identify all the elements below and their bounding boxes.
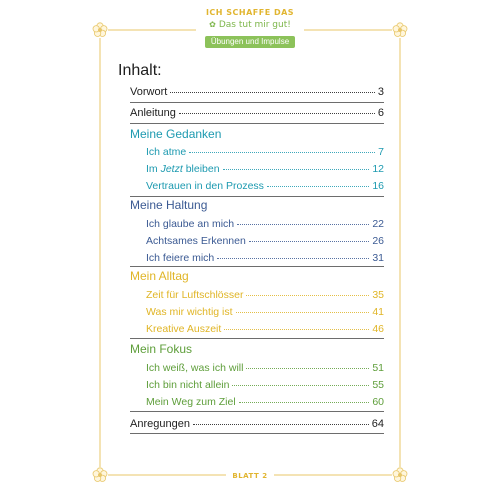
toc-entry-page: 60: [372, 396, 384, 408]
page-label: BLATT 2: [232, 472, 268, 480]
toc-entry-page: 7: [378, 146, 384, 158]
toc-entry-label: Im Jetzt bleiben: [146, 163, 220, 175]
toc-entry-page: 12: [372, 163, 384, 175]
toc-entry[interactable]: [146, 288, 384, 302]
toc-entry[interactable]: [146, 251, 384, 265]
toc-entry-label: Mein Weg zum Ziel: [146, 396, 236, 408]
toc-entry[interactable]: [146, 305, 384, 319]
toc-entry-page: 3: [377, 86, 384, 98]
toc-entry-label: Vorwort: [130, 86, 168, 98]
dot-leader: [239, 402, 370, 403]
dot-leader: [249, 241, 370, 242]
dot-leader: [170, 92, 375, 93]
toc-entry-label: Kreative Auszeit: [146, 323, 222, 335]
divider: [130, 338, 384, 339]
toc-entry[interactable]: [146, 234, 384, 248]
divider: [130, 411, 384, 412]
toc-entry-label: Was mir wichtig ist: [146, 306, 233, 318]
toc-section-title: Mein Fokus: [130, 342, 193, 356]
toc-entry-vorwort[interactable]: [130, 85, 384, 99]
divider: [130, 196, 384, 197]
toc-entry[interactable]: [146, 217, 384, 231]
divider: [130, 433, 384, 434]
toc-entry-label: Anleitung: [130, 107, 176, 119]
brand-subtitle-text: Das tut mir gut!: [218, 20, 291, 30]
toc-entry-label: Ich glaube an mich: [146, 218, 235, 230]
toc-entry-anleitung[interactable]: [130, 106, 384, 120]
dot-leader: [224, 329, 369, 330]
dot-leader: [246, 295, 369, 296]
toc-entry-label: Achtsames Erkennen: [146, 235, 246, 247]
dot-leader: [217, 258, 369, 259]
dot-leader: [193, 424, 369, 425]
toc-entry-label: Ich feiere mich: [146, 252, 215, 264]
toc-entry[interactable]: [146, 378, 384, 392]
toc-entry-label: Ich weiß, was ich will: [146, 362, 244, 374]
divider: [130, 123, 384, 124]
toc-entry[interactable]: [146, 145, 384, 159]
dot-leader: [236, 312, 370, 313]
dot-leader: [267, 186, 369, 187]
series-badge: Übungen und Impulse: [205, 36, 295, 48]
toc-entry-label: Zeit für Luftschlösser: [146, 289, 244, 301]
toc-entry-page: 6: [377, 107, 384, 119]
divider: [130, 266, 384, 267]
toc-entry[interactable]: [146, 179, 384, 193]
toc-entry-page: 51: [372, 362, 384, 374]
toc-entry-label: Ich bin nicht allein: [146, 379, 230, 391]
toc-entry-page: 41: [372, 306, 384, 318]
toc-entry-page: 22: [372, 218, 384, 230]
divider: [130, 102, 384, 103]
toc-section-title: Mein Alltag: [130, 269, 189, 283]
toc-entry-page: 31: [372, 252, 384, 264]
toc-entry[interactable]: [146, 162, 384, 176]
dot-leader: [179, 113, 375, 114]
toc-entry-page: 16: [372, 180, 384, 192]
toc-entry-page: 26: [372, 235, 384, 247]
toc-entry-label: Vertrauen in den Prozess: [146, 180, 264, 192]
toc-entry-label: Anregungen: [130, 418, 190, 430]
toc-entry[interactable]: [146, 395, 384, 409]
brand-title: ICH SCHAFFE DAS: [205, 8, 295, 17]
toc-entry-page: 46: [372, 323, 384, 335]
toc-entry-page: 64: [371, 418, 384, 430]
toc-entry-label: Ich atme: [146, 146, 187, 158]
dot-leader: [223, 169, 370, 170]
toc-section-title: Meine Haltung: [130, 198, 208, 212]
dot-leader: [237, 224, 369, 225]
toc-entry-anregungen[interactable]: [130, 417, 384, 431]
brand-subtitle: [0, 19, 500, 31]
toc-title: Inhalt:: [118, 62, 162, 79]
toc-section-title: Meine Gedanken: [130, 127, 222, 141]
toc-entry[interactable]: [146, 322, 384, 336]
dot-leader: [232, 385, 369, 386]
toc-entry-page: 35: [372, 289, 384, 301]
dot-leader: [189, 152, 375, 153]
page-header: [0, 8, 500, 49]
leaf-icon: ✿: [209, 20, 216, 29]
toc-entry[interactable]: [146, 361, 384, 375]
toc-entry-page: 55: [372, 379, 384, 391]
dot-leader: [246, 368, 369, 369]
